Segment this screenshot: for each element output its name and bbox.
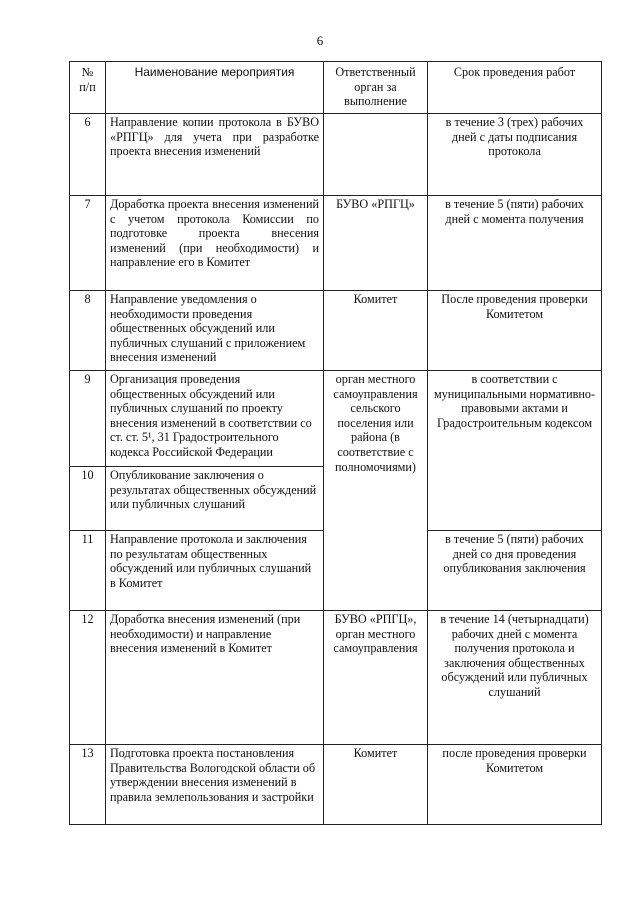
row-name: Доработка внесения изменений (при необходимости) и направление внесения изменений в Комитет	[106, 611, 324, 745]
header-name: Наименование мероприятия	[106, 62, 324, 114]
row-num: 12	[70, 611, 106, 745]
row-name: Доработка проекта внесения изменений с учетом протокола Комиссии по подготовке проекта внесения изменений (при необходимости) и направление его в Комитет	[106, 196, 324, 291]
header-org: Ответственный орган за выполнение	[324, 62, 428, 114]
row-num: 8	[70, 291, 106, 371]
table-header-row	[70, 62, 602, 114]
row-num: 11	[70, 531, 106, 611]
row-org	[324, 114, 428, 196]
row-name: Направление копии протокола в БУВО «РПГЦ» для учета при разработке проекта внесения изменений	[106, 114, 324, 196]
table-row	[70, 114, 602, 196]
table-row	[70, 371, 602, 467]
row-num: 9	[70, 371, 106, 467]
row-num: 7	[70, 196, 106, 291]
row-org: Комитет	[324, 291, 428, 371]
table-row	[70, 291, 602, 371]
row-term: после проведения проверки Комитетом	[428, 745, 602, 825]
row-term: в течение 5 (пяти) рабочих дней с момента получения	[428, 196, 602, 291]
row-org: БУВО «РПГЦ»	[324, 196, 428, 291]
row-num: 13	[70, 745, 106, 825]
row-org: орган местного самоуправления сельского поселения или района (в соответствие с полномочиями)	[324, 371, 428, 611]
table-row	[70, 611, 602, 745]
table-row	[70, 745, 602, 825]
header-num: № п/п	[70, 62, 106, 114]
row-num: 6	[70, 114, 106, 196]
row-term: в течение 5 (пяти) рабочих дней со дня проведения опубликования заключения	[428, 531, 602, 611]
page-number: 6	[316, 33, 324, 48]
row-org: Комитет	[324, 745, 428, 825]
row-term: в течение 3 (трех) рабочих дней с даты подписания протокола	[428, 114, 602, 196]
row-term: После проведения проверки Комитетом	[428, 291, 602, 371]
row-name: Направление протокола и заключения по результатам общественных обсуждений или публичных слушаний в Комитет	[106, 531, 324, 611]
row-name: Направление уведомления о необходимости проведения общественных обсуждений или публичных слушаний с приложением внесения изменений	[106, 291, 324, 371]
row-name: Подготовка проекта постановления Правительства Вологодской области об утверждении внесения изменений в правила землепользования и застройки	[106, 745, 324, 825]
row-term: в течение 14 (четырнадцати) рабочих дней с момента получения протокола и заключения общественных обсуждений или публичных слушаний	[428, 611, 602, 745]
row-term: в соответствии с муниципальными нормативно-правовыми актами и Градостроительным кодексом	[428, 371, 602, 531]
row-name: Опубликование заключения о результатах общественных обсуждений или публичных слушаний	[106, 467, 324, 531]
table-row	[70, 196, 602, 291]
row-org: БУВО «РПГЦ», орган местного самоуправления	[324, 611, 428, 745]
row-name: Организация проведения общественных обсуждений или публичных слушаний по проекту внесения изменений в соответствии со ст. ст. 5¹, 31 Градостроительного кодекса Российской Федерации	[106, 371, 324, 467]
row-num: 10	[70, 467, 106, 531]
schedule-table	[69, 61, 602, 825]
header-term: Срок проведения работ	[428, 62, 602, 114]
